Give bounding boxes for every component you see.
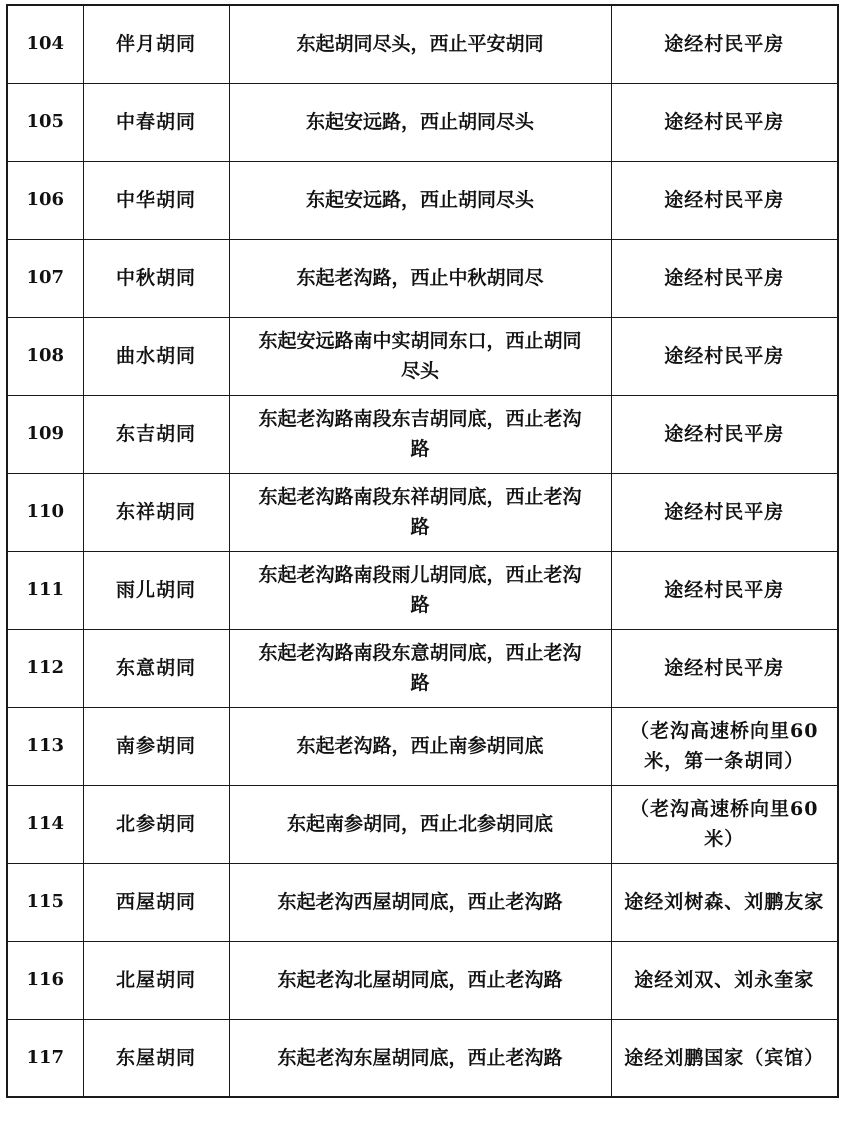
row-number: 107: [7, 239, 83, 317]
route-note: 途经村民平房: [611, 83, 838, 161]
route-description: 东起老沟北屋胡同底，西止老沟路: [229, 941, 611, 1019]
row-number: 113: [7, 707, 83, 785]
row-number: 108: [7, 317, 83, 395]
hutong-name: 东意胡同: [83, 629, 229, 707]
row-number: 116: [7, 941, 83, 1019]
route-description: 东起安远路，西止胡同尽头: [229, 161, 611, 239]
route-note: 途经刘鹏国家（宾馆）: [611, 1019, 838, 1097]
hutong-name: 西屋胡同: [83, 863, 229, 941]
row-number: 114: [7, 785, 83, 863]
hutong-name: 北屋胡同: [83, 941, 229, 1019]
hutong-name: 中春胡同: [83, 83, 229, 161]
table-row: [7, 785, 838, 863]
hutong-name: 南参胡同: [83, 707, 229, 785]
table-row: [7, 707, 838, 785]
route-description: 东起老沟东屋胡同底，西止老沟路: [229, 1019, 611, 1097]
route-description: 东起胡同尽头，西止平安胡同: [229, 5, 611, 83]
hutong-name: 北参胡同: [83, 785, 229, 863]
hutong-name: 东屋胡同: [83, 1019, 229, 1097]
table-row: [7, 395, 838, 473]
row-number: 117: [7, 1019, 83, 1097]
hutong-name: 中华胡同: [83, 161, 229, 239]
route-note: 途经村民平房: [611, 473, 838, 551]
route-description: 东起安远路南中实胡同东口，西止胡同尽头: [229, 317, 611, 395]
hutong-name: 中秋胡同: [83, 239, 229, 317]
hutong-table-body: [7, 5, 838, 1097]
row-number: 104: [7, 5, 83, 83]
row-number: 115: [7, 863, 83, 941]
hutong-name: 曲水胡同: [83, 317, 229, 395]
route-description: 东起老沟西屋胡同底，西止老沟路: [229, 863, 611, 941]
route-description: 东起老沟路南段东祥胡同底，西止老沟路: [229, 473, 611, 551]
table-row: [7, 1019, 838, 1097]
route-description: 东起老沟路南段东意胡同底，西止老沟路: [229, 629, 611, 707]
table-row: [7, 83, 838, 161]
route-description: 东起安远路，西止胡同尽头: [229, 83, 611, 161]
route-description: 东起老沟路南段东吉胡同底，西止老沟路: [229, 395, 611, 473]
route-note: 途经村民平房: [611, 551, 838, 629]
table-row: [7, 551, 838, 629]
route-note: 途经村民平房: [611, 395, 838, 473]
route-note: （老沟高速桥向里60米，第一条胡同）: [611, 707, 838, 785]
row-number: 105: [7, 83, 83, 161]
hutong-name: 东祥胡同: [83, 473, 229, 551]
route-description: 东起老沟路，西止中秋胡同尽: [229, 239, 611, 317]
table-row: [7, 629, 838, 707]
route-description: 东起南参胡同，西止北参胡同底: [229, 785, 611, 863]
table-row: [7, 863, 838, 941]
table-row: [7, 473, 838, 551]
row-number: 112: [7, 629, 83, 707]
route-note: 途经村民平房: [611, 629, 838, 707]
hutong-table: [6, 4, 839, 1098]
table-row: [7, 239, 838, 317]
route-note: 途经村民平房: [611, 239, 838, 317]
hutong-name: 东吉胡同: [83, 395, 229, 473]
row-number: 106: [7, 161, 83, 239]
route-note: 途经刘双、刘永奎家: [611, 941, 838, 1019]
route-description: 东起老沟路，西止南参胡同底: [229, 707, 611, 785]
table-row: [7, 161, 838, 239]
row-number: 111: [7, 551, 83, 629]
route-note: 途经村民平房: [611, 5, 838, 83]
hutong-name: 雨儿胡同: [83, 551, 229, 629]
hutong-name: 伴月胡同: [83, 5, 229, 83]
route-description: 东起老沟路南段雨儿胡同底，西止老沟路: [229, 551, 611, 629]
table-row: [7, 5, 838, 83]
table-row: [7, 317, 838, 395]
row-number: 110: [7, 473, 83, 551]
route-note: （老沟高速桥向里60米）: [611, 785, 838, 863]
route-note: 途经村民平房: [611, 161, 838, 239]
route-note: 途经村民平房: [611, 317, 838, 395]
row-number: 109: [7, 395, 83, 473]
route-note: 途经刘树森、刘鹏友家: [611, 863, 838, 941]
table-row: [7, 941, 838, 1019]
